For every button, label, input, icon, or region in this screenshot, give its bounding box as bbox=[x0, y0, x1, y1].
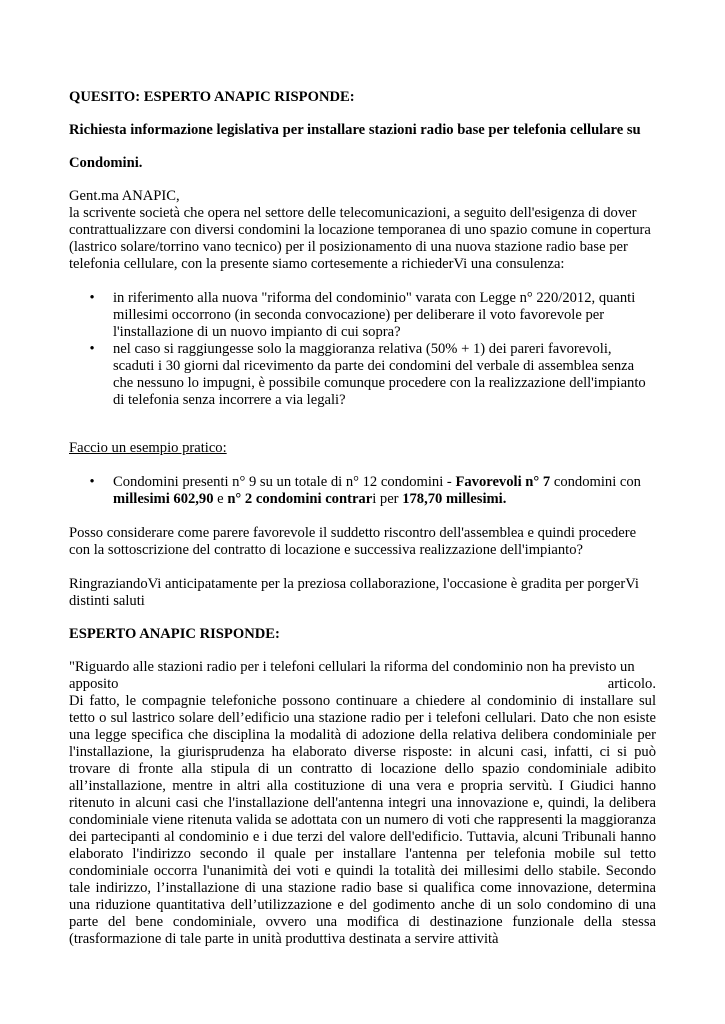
thanks-paragraph: RingraziandoVi anticipatamente per la preziosa collaborazione, l'occasione è gradita per porgerVi distinti saluti bbox=[69, 576, 639, 609]
example-list bbox=[87, 474, 656, 508]
list-item bbox=[87, 474, 656, 508]
bullet-icon: • bbox=[89, 474, 95, 490]
list-item bbox=[87, 341, 656, 409]
answer-word: apposito bbox=[69, 676, 119, 692]
list-item bbox=[87, 290, 656, 341]
question-text: in riferimento alla nuova "riforma del condominio" varata con Legge n° 220/2012, quanti millesimi occorrono (in seconda convocazione) per deliberare il voto favorevole per l'installazione di un nuovo impianto di cui sopra? bbox=[113, 290, 636, 340]
example-part: Condomini presenti n° 9 su un totale di n° 12 condomini - bbox=[113, 474, 456, 490]
bullet-icon: • bbox=[89, 341, 95, 357]
subject-line: Richiesta informazione legislativa per installare stazioni radio base per telefonia cellulare su bbox=[69, 122, 641, 138]
answer-heading: ESPERTO ANAPIC RISPONDE: bbox=[69, 626, 280, 642]
subject-line-continued: Condomini. bbox=[69, 155, 143, 171]
example-millesimi: millesimi 602,90 bbox=[113, 491, 214, 507]
example-millesimi-contrari: 178,70 millesimi. bbox=[402, 491, 507, 507]
question-list bbox=[87, 290, 656, 409]
example-part: i per bbox=[372, 491, 403, 507]
answer-second-line bbox=[69, 676, 656, 693]
example-part: condomini con bbox=[550, 474, 641, 490]
answer-first-line: "Riguardo alle stazioni radio per i telefoni cellulari la riforma del condominio non ha previsto un bbox=[69, 659, 635, 675]
salutation: Gent.ma ANAPIC, bbox=[69, 188, 180, 204]
example-heading: Faccio un esempio pratico: bbox=[69, 440, 227, 456]
example-favorevoli: Favorevoli n° 7 bbox=[455, 474, 551, 490]
answer-body: Di fatto, le compagnie telefoniche possono continuare a chiedere al condominio di installare sul tetto o sul lastrico solare dell’edificio una stazione radio per i telefoni cellulari. Dato che non esiste una legge specifica che disciplina la modalità di adozione della relativa delibera condominiale per l'installazione, la giurisprudenza ha elaborato diverse risposte: in alcuni casi, infatti, ci si può trovare di fronte alla stipula di un contratto di locazione dello spazio condominiale adibito all’installazione, mentre in altri alla costituzione di una vera e propria servitù. I Giudici hanno ritenuto in alcuni casi che l'installazione dell'antenna integri una innovazione e, quindi, la delibera condominiale viene ritenuta valida se adottata con un numero di voti che rappresenti la maggioranza dei partecipanti al condominio e i due terzi del valore dell'edificio. Tuttavia, alcuni Tribunali hanno elaborato l'indirizzo secondo il quale per installare l'antenna per telefonia mobile sul tetto condominiale occorra l'unanimità dei voti e quindi la totalità dei millesimi dello stabile. Secondo tale indirizzo, l’installazione di una stazione radio base si qualifica come innovazione, determina una riduzione quantitativa dell’utilizzazione e del godimento anche di un solo condomino di una parte del bene condominiale, ovvero una modifica di destinazione funzionale della stessa (trasformazione di tale parte in unità produttiva destinata a servire attività bbox=[69, 693, 656, 947]
example-text bbox=[113, 474, 641, 507]
intro-paragraph: la scrivente società che opera nel settore delle telecomunicazioni, a seguito dell'esigenza di dover contrattualizzare con diversi condomini la locazione temporanea di uno spazio comune in copertura (lastrico solare/torrino vano tecnico) per il posizionamento di una nuova stazione radio base per telefonia cellulare, con la presente siamo cortesemente a richiederVi una consulenza: bbox=[69, 205, 651, 272]
followup-question: Posso considerare come parere favorevole il suddetto riscontro dell'assemblea e quindi procedere con la sottoscrizione del contratto di locazione e successiva realizzazione dell'impianto? bbox=[69, 525, 637, 558]
document-title: QUESITO: ESPERTO ANAPIC RISPONDE: bbox=[69, 89, 355, 105]
example-contrari: n° 2 condomini contrar bbox=[227, 491, 373, 507]
answer-word: articolo. bbox=[607, 676, 656, 692]
question-text: nel caso si raggiungesse solo la maggioranza relativa (50% + 1) dei pareri favorevoli, scaduti i 30 giorni dal ricevimento da parte dei condomini del verbale di assemblea senza che nessuno lo impugni, è possibile comunque procedere con la realizzazione dell'impianto di telefonia senza incorrere a via legali? bbox=[113, 341, 646, 408]
bullet-icon: • bbox=[89, 290, 95, 306]
example-part: e bbox=[213, 491, 228, 507]
